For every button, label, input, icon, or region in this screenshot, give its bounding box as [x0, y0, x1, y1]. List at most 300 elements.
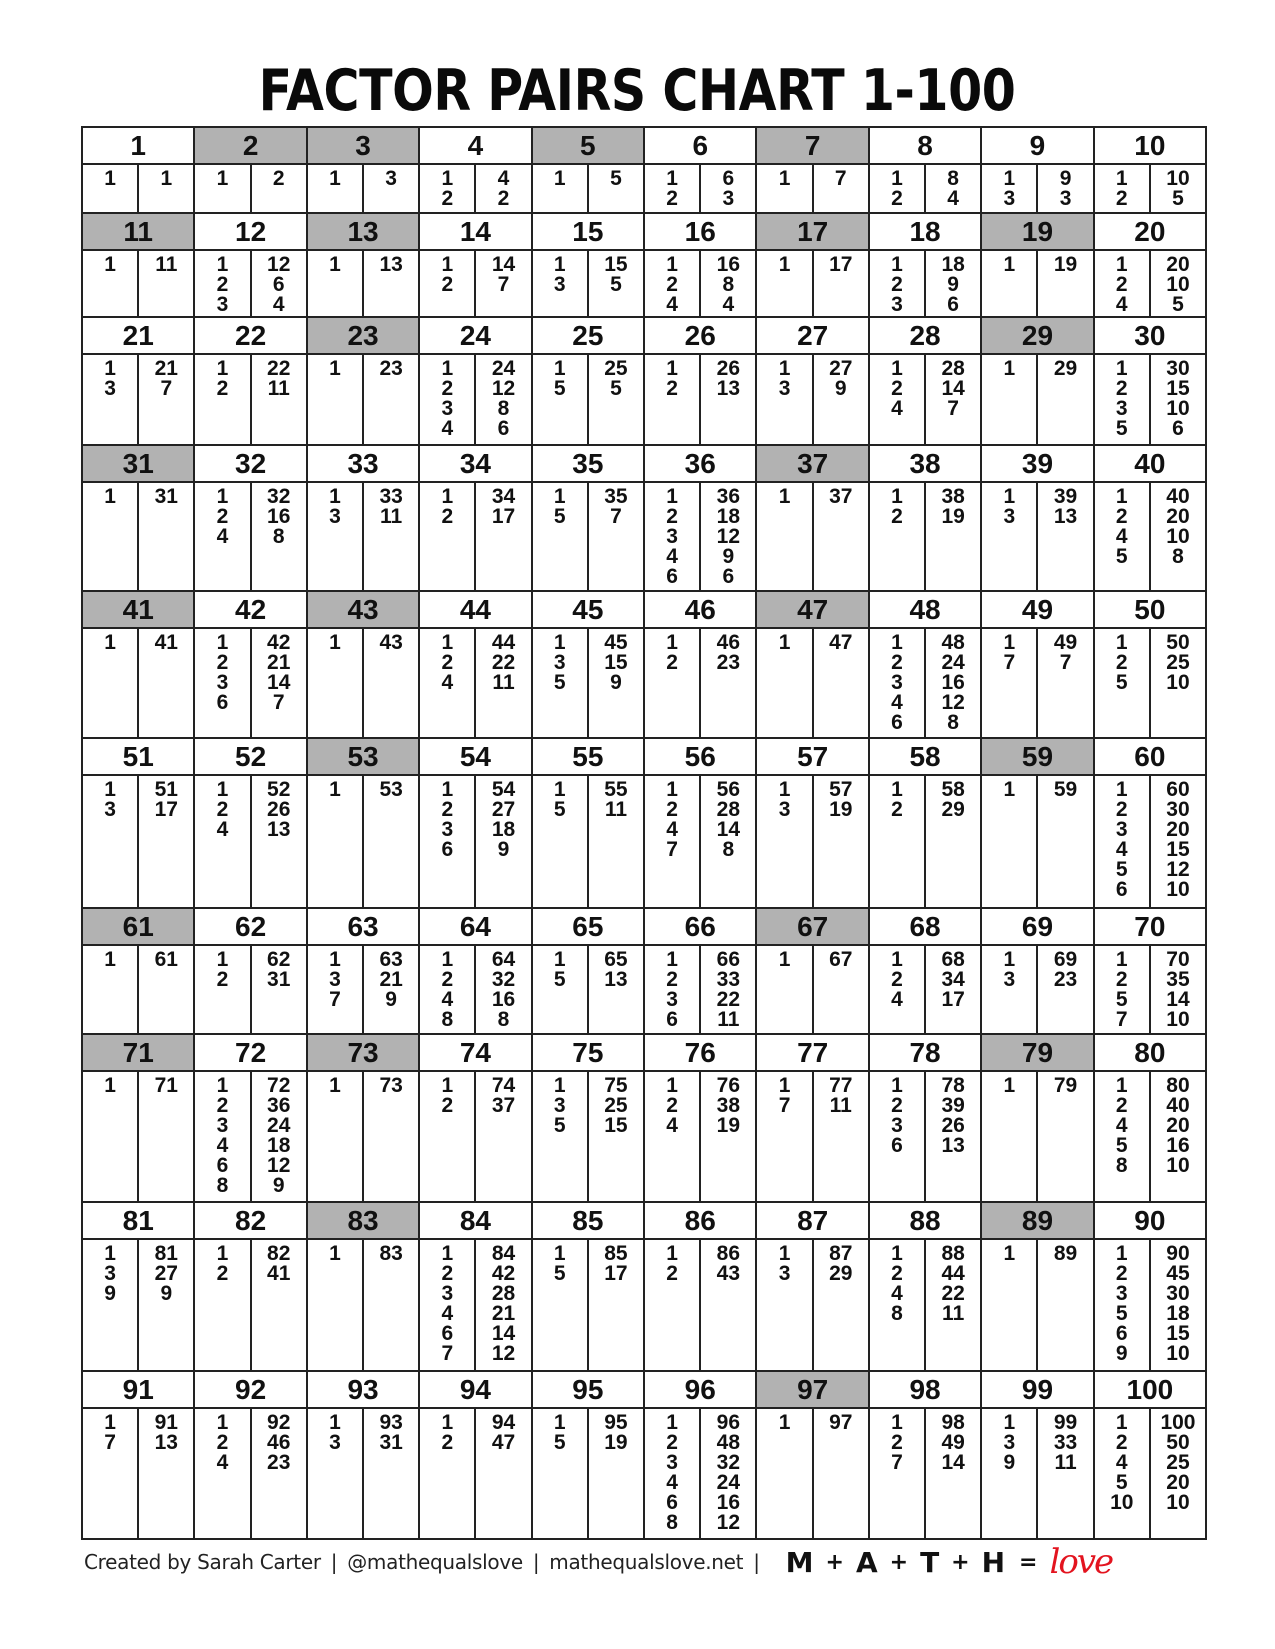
factor-value: 8 — [216, 1174, 229, 1197]
factor-value: 59 — [1053, 778, 1078, 801]
factor-value: 27 — [829, 357, 853, 380]
factor-value: 5 — [1115, 858, 1128, 881]
number-cell — [195, 592, 307, 739]
factor-value: 2 — [891, 798, 903, 821]
factor-value: 5 — [1115, 671, 1128, 694]
small-factors-column — [870, 165, 926, 212]
number-header: 33 — [308, 446, 418, 483]
factor-value: 6 — [272, 273, 285, 296]
small-factors-column — [420, 251, 476, 316]
small-factors-column — [870, 629, 926, 737]
factor-value: 24 — [716, 1471, 741, 1494]
number-cell — [83, 1203, 195, 1372]
factor-value: 2 — [216, 1431, 229, 1454]
number-cell — [870, 446, 982, 592]
number-cell — [83, 1035, 195, 1203]
factor-value: 13 — [379, 253, 403, 276]
number-cell — [420, 1372, 532, 1538]
small-factors-column — [870, 776, 926, 907]
factor-pairs — [195, 355, 305, 446]
factor-value: 16 — [1166, 1134, 1190, 1157]
small-factors-column — [195, 251, 251, 316]
factor-value: 42 — [491, 1262, 516, 1285]
large-factors-column — [252, 1409, 306, 1538]
factor-value: 1 — [104, 485, 116, 508]
large-factors-column — [252, 946, 306, 1033]
factor-value: 1 — [778, 1411, 791, 1434]
factor-value: 4 — [891, 397, 903, 420]
factor-value: 9 — [104, 1282, 116, 1305]
factor-value: 3 — [778, 1262, 791, 1285]
number-cell — [533, 909, 645, 1035]
factor-pairs — [1095, 776, 1205, 909]
factor-value: 14 — [1166, 988, 1190, 1011]
prime-number-header: 41 — [83, 592, 193, 629]
factor-value: 3 — [1003, 187, 1016, 210]
factor-value: 21 — [267, 651, 291, 674]
separator: | — [330, 1550, 338, 1574]
large-factors-column — [364, 946, 418, 1033]
factor-value: 1 — [666, 1411, 678, 1434]
number-header: 95 — [533, 1372, 643, 1409]
factor-value: 18 — [1166, 1302, 1190, 1325]
factor-value: 7 — [441, 1342, 454, 1365]
factor-value: 2 — [666, 1094, 678, 1117]
number-cell — [308, 318, 420, 446]
number-cell — [308, 739, 420, 909]
small-factors-column — [1095, 483, 1151, 590]
chart-row — [83, 214, 1205, 318]
number-header: 30 — [1095, 318, 1205, 355]
factor-value: 5 — [1115, 545, 1128, 568]
factor-value: 1 — [1115, 631, 1128, 654]
large-factors-column — [139, 629, 193, 737]
number-cell — [83, 592, 195, 739]
factor-pairs — [420, 165, 530, 214]
number-header: 86 — [645, 1203, 755, 1240]
large-factors-column — [1038, 483, 1092, 590]
factor-value: 1 — [104, 167, 116, 190]
factor-value: 2 — [666, 1431, 678, 1454]
factor-value: 7 — [891, 1451, 903, 1474]
factor-value: 3 — [441, 397, 454, 420]
factor-value: 4 — [216, 1451, 229, 1474]
love-script: love — [1049, 1542, 1113, 1582]
factor-value: 1 — [666, 357, 678, 380]
factor-value: 6 — [891, 711, 903, 734]
factor-value: 3 — [778, 377, 791, 400]
factor-value: 4 — [1115, 525, 1128, 548]
large-factors-column — [814, 251, 868, 316]
factor-pairs — [533, 1409, 643, 1538]
factor-pairs — [83, 165, 193, 214]
factor-value: 4 — [1115, 293, 1128, 316]
large-factors-column — [364, 355, 418, 444]
number-cell — [533, 128, 645, 214]
number-cell — [1095, 446, 1205, 592]
small-factors-column — [533, 1072, 589, 1201]
factor-pairs — [982, 946, 1092, 1035]
small-factors-column — [645, 1409, 701, 1538]
factor-value: 1 — [553, 1074, 566, 1097]
factor-value: 7 — [272, 691, 285, 714]
factor-pairs — [757, 1240, 867, 1372]
factor-value: 44 — [941, 1262, 965, 1285]
factor-value: 1 — [666, 948, 678, 971]
factor-value: 1 — [778, 1242, 791, 1265]
number-cell — [533, 318, 645, 446]
factor-value: 2 — [891, 1431, 903, 1454]
large-factors-column — [1151, 1409, 1205, 1538]
small-factors-column — [420, 483, 476, 590]
factor-value: 3 — [1003, 1431, 1016, 1454]
factor-value: 2 — [891, 505, 903, 528]
factor-value: 18 — [716, 505, 741, 528]
factor-value: 7 — [610, 505, 622, 528]
small-factors-column — [870, 1409, 926, 1538]
factor-value: 1 — [1115, 357, 1128, 380]
factor-value: 12 — [267, 253, 291, 276]
factor-value: 2 — [666, 1262, 678, 1285]
factor-value: 6 — [497, 417, 510, 440]
small-factors-column — [420, 629, 476, 737]
number-header: 15 — [533, 214, 643, 251]
factor-value: 55 — [604, 778, 628, 801]
large-factors-column — [1038, 776, 1092, 907]
equals-sign: = — [1019, 1549, 1038, 1575]
large-factors-column — [701, 483, 755, 590]
number-cell — [645, 1035, 757, 1203]
factor-pairs — [533, 1240, 643, 1372]
prime-number-header: 71 — [83, 1035, 193, 1072]
large-factors-column — [1038, 165, 1092, 212]
number-header: 1 — [83, 128, 193, 165]
prime-number-header: 19 — [982, 214, 1092, 251]
small-factors-column — [83, 946, 139, 1033]
factor-value: 5 — [553, 671, 566, 694]
factor-pairs — [533, 355, 643, 446]
factor-value: 2 — [216, 377, 229, 400]
number-cell — [83, 318, 195, 446]
small-factors-column — [420, 1072, 476, 1201]
number-header: 27 — [757, 318, 867, 355]
factor-value: 1 — [778, 357, 791, 380]
factor-value: 1 — [778, 485, 791, 508]
factor-value: 12 — [716, 525, 741, 548]
factor-pairs — [195, 776, 305, 909]
factor-value: 1 — [1003, 778, 1016, 801]
factor-value: 2 — [1115, 1262, 1128, 1285]
factor-value: 3 — [329, 505, 341, 528]
factor-value: 13 — [154, 1431, 178, 1454]
factor-value: 9 — [1059, 167, 1072, 190]
factor-value: 1 — [441, 1074, 454, 1097]
large-factors-column — [589, 165, 643, 212]
number-cell — [308, 446, 420, 592]
factor-value: 23 — [379, 357, 403, 380]
number-header: 92 — [195, 1372, 305, 1409]
small-factors-column — [195, 165, 251, 212]
factor-value: 40 — [1166, 1094, 1190, 1117]
factor-value: 12 — [491, 377, 516, 400]
small-factors-column — [982, 165, 1038, 212]
large-factors-column — [701, 1072, 755, 1201]
factor-value: 2 — [216, 505, 229, 528]
factor-value: 75 — [604, 1074, 628, 1097]
small-factors-column — [757, 1409, 813, 1538]
factor-value: 16 — [491, 988, 516, 1011]
factor-pairs — [195, 251, 305, 318]
small-factors-column — [533, 629, 589, 737]
large-factors-column — [139, 483, 193, 590]
factor-value: 1 — [666, 631, 678, 654]
prime-number-header: 53 — [308, 739, 418, 776]
factor-value: 1 — [441, 631, 454, 654]
factor-value: 2 — [1115, 651, 1128, 674]
factor-value: 6 — [216, 1154, 229, 1177]
number-cell — [982, 592, 1094, 739]
number-header: 68 — [870, 909, 980, 946]
factor-pairs — [870, 165, 980, 214]
small-factors-column — [420, 165, 476, 212]
factor-value: 66 — [716, 948, 741, 971]
page-title — [0, 58, 1275, 124]
large-factors-column — [589, 629, 643, 737]
factor-value: 1 — [329, 1074, 341, 1097]
factor-value: 3 — [553, 1094, 566, 1117]
small-factors-column — [308, 776, 364, 907]
factor-value: 15 — [604, 1114, 628, 1137]
factor-value: 1 — [1115, 1074, 1128, 1097]
number-header: 60 — [1095, 739, 1205, 776]
small-factors-column — [870, 946, 926, 1033]
number-header: 78 — [870, 1035, 980, 1072]
factor-value: 6 — [666, 1008, 678, 1031]
factor-value: 4 — [1115, 838, 1128, 861]
number-cell — [870, 318, 982, 446]
number-cell — [308, 909, 420, 1035]
factor-value: 25 — [604, 1094, 628, 1117]
factor-pairs — [83, 776, 193, 909]
factor-pairs — [420, 1072, 530, 1203]
factor-pairs — [757, 355, 867, 446]
factor-value: 8 — [272, 525, 285, 548]
small-factors-column — [195, 355, 251, 444]
number-header: 52 — [195, 739, 305, 776]
factor-value: 8 — [947, 711, 959, 734]
factor-pairs — [420, 776, 530, 909]
factor-pairs — [533, 629, 643, 739]
factor-pairs — [1095, 946, 1205, 1035]
factor-pairs — [420, 483, 530, 592]
large-factors-column — [701, 165, 755, 212]
large-factors-column — [926, 946, 980, 1033]
factor-value: 2 — [666, 377, 678, 400]
social-handle: @mathequalslove — [347, 1550, 523, 1574]
large-factors-column — [701, 1409, 755, 1538]
small-factors-column — [870, 483, 926, 590]
number-header: 66 — [645, 909, 755, 946]
factor-value: 16 — [716, 1491, 741, 1514]
large-factors-column — [476, 1409, 530, 1538]
factor-value: 3 — [104, 377, 116, 400]
factor-value: 2 — [272, 167, 285, 190]
number-cell — [1095, 1372, 1205, 1538]
factor-value: 2 — [1115, 798, 1128, 821]
factor-pairs — [870, 946, 980, 1035]
factor-value: 2 — [891, 273, 903, 296]
large-factors-column — [476, 1240, 530, 1370]
factor-value: 8 — [722, 273, 735, 296]
number-header: 87 — [757, 1203, 867, 1240]
factor-value: 15 — [1166, 838, 1190, 861]
factor-value: 2 — [666, 187, 678, 210]
factor-pairs — [533, 483, 643, 592]
factor-value: 87 — [829, 1242, 853, 1265]
factor-value: 33 — [379, 485, 403, 508]
factor-value: 3 — [553, 651, 566, 674]
factor-value: 17 — [154, 798, 178, 821]
small-factors-column — [83, 1072, 139, 1201]
factor-value: 8 — [497, 1008, 510, 1031]
factor-value: 1 — [216, 167, 229, 190]
factor-value: 10 — [1166, 1342, 1190, 1365]
logo-letter-t: T — [920, 1545, 940, 1579]
factor-value: 92 — [267, 1411, 291, 1434]
factor-value: 1 — [441, 948, 454, 971]
factor-value: 30 — [1166, 798, 1190, 821]
factor-value: 58 — [941, 778, 965, 801]
number-header: 12 — [195, 214, 305, 251]
number-header: 65 — [533, 909, 643, 946]
factor-value: 1 — [891, 357, 903, 380]
large-factors-column — [926, 1409, 980, 1538]
large-factors-column — [589, 776, 643, 907]
factor-value: 9 — [385, 988, 397, 1011]
factor-value: 2 — [1115, 1431, 1128, 1454]
factor-value: 1 — [329, 253, 341, 276]
number-header: 35 — [533, 446, 643, 483]
number-cell — [195, 1035, 307, 1203]
number-cell — [982, 909, 1094, 1035]
factor-value: 2 — [1115, 187, 1128, 210]
large-factors-column — [139, 776, 193, 907]
factor-value: 1 — [441, 1411, 454, 1434]
number-cell — [420, 1203, 532, 1372]
factor-value: 34 — [491, 485, 516, 508]
factor-value: 39 — [941, 1094, 965, 1117]
number-header: 38 — [870, 446, 980, 483]
large-factors-column — [1151, 1240, 1205, 1370]
factor-value: 23 — [267, 1451, 291, 1474]
number-cell — [757, 592, 869, 739]
factor-value: 3 — [1115, 818, 1128, 841]
factor-pairs — [870, 355, 980, 446]
large-factors-column — [252, 251, 306, 316]
number-cell — [533, 1035, 645, 1203]
factor-value: 26 — [267, 798, 291, 821]
factor-value: 2 — [891, 1094, 903, 1117]
factor-value: 2 — [666, 273, 678, 296]
factor-value: 2 — [216, 1094, 229, 1117]
factor-value: 1 — [1003, 357, 1016, 380]
chart-row — [83, 739, 1205, 909]
small-factors-column — [645, 946, 701, 1033]
factor-value: 56 — [716, 778, 741, 801]
number-header: 58 — [870, 739, 980, 776]
factor-value: 1 — [778, 1074, 791, 1097]
factor-value: 11 — [717, 1008, 740, 1031]
number-cell — [645, 1203, 757, 1372]
factor-value: 67 — [829, 948, 853, 971]
factor-pairs — [870, 1072, 980, 1203]
factor-pairs — [757, 629, 867, 739]
factor-value: 5 — [553, 377, 566, 400]
factor-value: 17 — [604, 1262, 628, 1285]
factor-value: 1 — [216, 778, 229, 801]
factor-value: 6 — [1115, 1322, 1128, 1345]
large-factors-column — [364, 483, 418, 590]
factor-value: 3 — [216, 671, 229, 694]
number-cell — [757, 739, 869, 909]
factor-value: 71 — [154, 1074, 178, 1097]
large-factors-column — [814, 1072, 868, 1201]
factor-value: 7 — [778, 1094, 791, 1117]
number-cell — [1095, 592, 1205, 739]
small-factors-column — [83, 251, 139, 316]
factor-value: 15 — [1166, 1322, 1190, 1345]
factor-value: 2 — [441, 1431, 454, 1454]
factor-value: 6 — [441, 1322, 454, 1345]
factor-value: 2 — [441, 273, 454, 296]
number-header: 32 — [195, 446, 305, 483]
factor-value: 1 — [1003, 948, 1016, 971]
factor-pairs — [533, 1072, 643, 1203]
large-factors-column — [1151, 1072, 1205, 1201]
factor-value: 33 — [1053, 1431, 1078, 1454]
large-factors-column — [139, 946, 193, 1033]
prime-number-header: 2 — [195, 128, 305, 165]
factor-pairs — [870, 629, 980, 739]
number-cell — [870, 214, 982, 318]
factor-value: 4 — [441, 988, 454, 1011]
factor-value: 1 — [778, 631, 791, 654]
factor-value: 11 — [1054, 1451, 1077, 1474]
factor-value: 50 — [1166, 631, 1190, 654]
number-cell — [308, 128, 420, 214]
small-factors-column — [1095, 1240, 1151, 1370]
factor-value: 22 — [716, 988, 741, 1011]
factor-value: 4 — [666, 818, 678, 841]
separator: | — [753, 1550, 760, 1574]
number-cell — [757, 214, 869, 318]
large-factors-column — [701, 946, 755, 1033]
factor-value: 11 — [829, 1094, 852, 1117]
factor-value: 1 — [1003, 1074, 1016, 1097]
factor-value: 14 — [716, 818, 741, 841]
factor-value: 1 — [553, 778, 566, 801]
factor-value: 1 — [329, 167, 341, 190]
factor-value: 4 — [666, 293, 678, 316]
factor-value: 1 — [666, 1242, 678, 1265]
factor-value: 1 — [553, 1242, 566, 1265]
large-factors-column — [1038, 355, 1092, 444]
large-factors-column — [139, 1240, 193, 1370]
factor-value: 3 — [553, 273, 566, 296]
large-factors-column — [814, 629, 868, 737]
large-factors-column — [364, 776, 418, 907]
factor-value: 1 — [441, 485, 454, 508]
